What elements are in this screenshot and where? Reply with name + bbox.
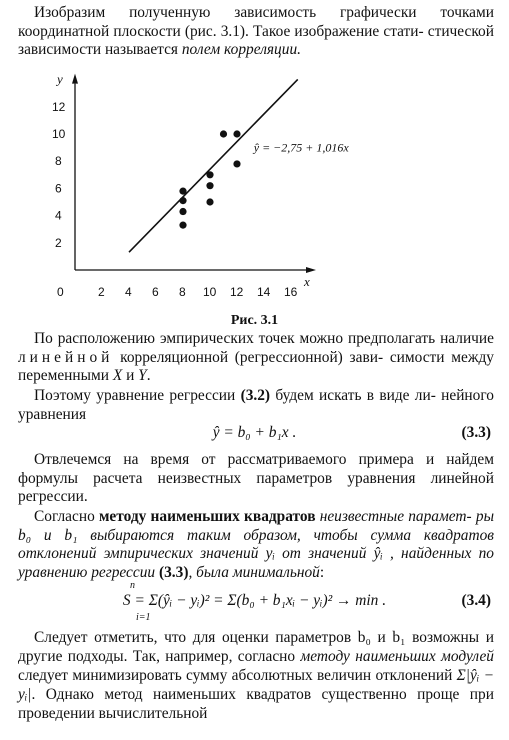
p4-line-2: формулы расчета неизвестных параметров уравнения линейной — [18, 469, 494, 487]
p5-ital-e: , была минимальной — [188, 563, 320, 581]
data-point — [233, 160, 240, 167]
p5-ital-c: отклонений эмпирических значений yᵢ от значений ŷᵢ , найденных по — [18, 545, 494, 562]
data-point — [220, 130, 227, 137]
x-axis-arrow — [306, 267, 316, 273]
term-least-squares: методу наименьших квадратов — [98, 508, 316, 525]
p2-period: . — [146, 367, 151, 384]
equation-3-3-number: (3.3) — [461, 424, 491, 441]
paragraph-linear-dependence — [18, 330, 494, 386]
y-tick-label: 6 — [55, 181, 62, 196]
sum-upper-limit: n — [130, 580, 135, 591]
p3-text-c: нейного уравнения — [18, 387, 494, 423]
y-axis-arrow — [72, 74, 78, 84]
scatter-plot — [30, 60, 490, 322]
y-tick-label: 12 — [52, 99, 66, 114]
intro-paragraph — [18, 4, 494, 60]
equation-3-3: ŷ = b₀ + b₁x . — [212, 424, 297, 441]
y-tick-label: 10 — [52, 127, 66, 141]
data-point — [179, 188, 186, 195]
term-correlation-field: полем корреляции. — [181, 41, 301, 58]
p2-var-x: X — [112, 367, 123, 384]
x-tick-label: 4 — [125, 285, 132, 299]
paragraph-regression-form — [18, 387, 494, 424]
sum-lower-limit: i=1 — [136, 612, 151, 623]
x-tick-label: 10 — [203, 285, 217, 299]
p5-ital-d: уравнению регрессии — [18, 563, 159, 581]
p6-line-4a: величин отклонений — [316, 667, 457, 684]
intro-line-1: Изобразим полученную зависимость графически точками — [34, 4, 494, 21]
x-tick-label: 6 — [152, 285, 159, 299]
p2-text-c: корреляционной (регрессионной) зави- — [113, 348, 384, 366]
p6-line-2a: b₁ возможны и другие подходы. Так, например, согласно — [18, 629, 494, 665]
p6-line-3b: следует минимизировать сумму абсолютных — [18, 667, 313, 684]
data-point — [206, 171, 213, 178]
data-point — [206, 198, 213, 205]
equation-3-4-block — [0, 580, 509, 628]
p6-abs-sum: Σ|ŷᵢ − yᵢ| — [18, 667, 494, 703]
origin-label: 0 — [57, 285, 64, 299]
p6-line-2-italic: методу — [300, 648, 350, 665]
data-point — [179, 222, 186, 229]
p6-line-4b: . Однако метод наименьших — [31, 686, 236, 703]
intro-line-2: координатной плоскости (рис. 3.1). Такое изображение стати- — [18, 22, 424, 40]
equation-3-4-number: (3.4) — [461, 592, 491, 609]
p5-ital-a: неизвестные парамет- — [315, 508, 472, 525]
intro-line-3-prefix: стической зависимости называется — [18, 22, 494, 58]
data-point — [179, 208, 186, 215]
p5-ref: (3.3) — [158, 563, 189, 581]
p2-text-d: симости между переменными — [18, 348, 494, 384]
p3-ref: (3.2) — [240, 387, 271, 404]
p2-and: и — [122, 367, 139, 384]
regression-equation: ŷ = −2,75 + 1,016x — [253, 140, 349, 155]
y-tick-label: 8 — [55, 154, 62, 169]
x-tick-label: 16 — [284, 285, 298, 299]
regression-line — [129, 79, 298, 252]
paragraph-other-approaches — [18, 628, 494, 723]
x-tick-label: 2 — [98, 285, 105, 299]
x-tick-label: 12 — [230, 285, 244, 299]
equation-3-4: S = Σ(ŷᵢ − yᵢ)² = Σ(b₀ + b₁xᵢ − yᵢ)² → min . — [122, 592, 387, 609]
y-axis-label: y — [57, 71, 63, 87]
y-tick-label: 4 — [55, 208, 62, 223]
p3-text-a: Поэтому уравнение регрессии — [34, 387, 241, 404]
p5-colon: : — [319, 563, 325, 581]
p2-spaced-word: линейной — [18, 348, 114, 366]
data-point — [206, 182, 213, 189]
x-axis-label: x — [304, 274, 310, 289]
p4-line-3: регрессии. — [18, 488, 88, 505]
p3-text-b: будем искать в виде ли- — [270, 387, 436, 404]
y-tick-label: 2 — [55, 235, 62, 250]
x-tick-label: 8 — [179, 285, 186, 299]
p6-line-1: Следует отметить, что для оценки параметров b₀ и — [34, 629, 386, 646]
p2-text-a: По расположению эмпирических точек можно предполагать — [34, 330, 436, 347]
p2-text-b: наличие — [440, 330, 494, 347]
x-tick-label: 14 — [257, 285, 271, 299]
p4-line-1: Отвлечемся на время от рассматриваемого примера и найдем — [34, 451, 494, 468]
p6-line-5: квадратов существенно проще при проведении вычислительной — [18, 686, 494, 722]
term-least-modules: наименьших модулей — [355, 648, 494, 665]
data-point — [233, 130, 240, 137]
p5-text-a: Согласно — [34, 508, 99, 525]
paragraph-least-squares — [18, 508, 494, 582]
paragraph-digression — [18, 451, 494, 507]
p2-var-y: Y — [138, 367, 147, 384]
data-point — [179, 197, 186, 204]
p5-ital-b: ры b₀ и b₁ выбираются таким образом, чтобы сумма квадратов — [18, 508, 494, 544]
figure-caption: Рис. 3.1 — [230, 313, 279, 328]
